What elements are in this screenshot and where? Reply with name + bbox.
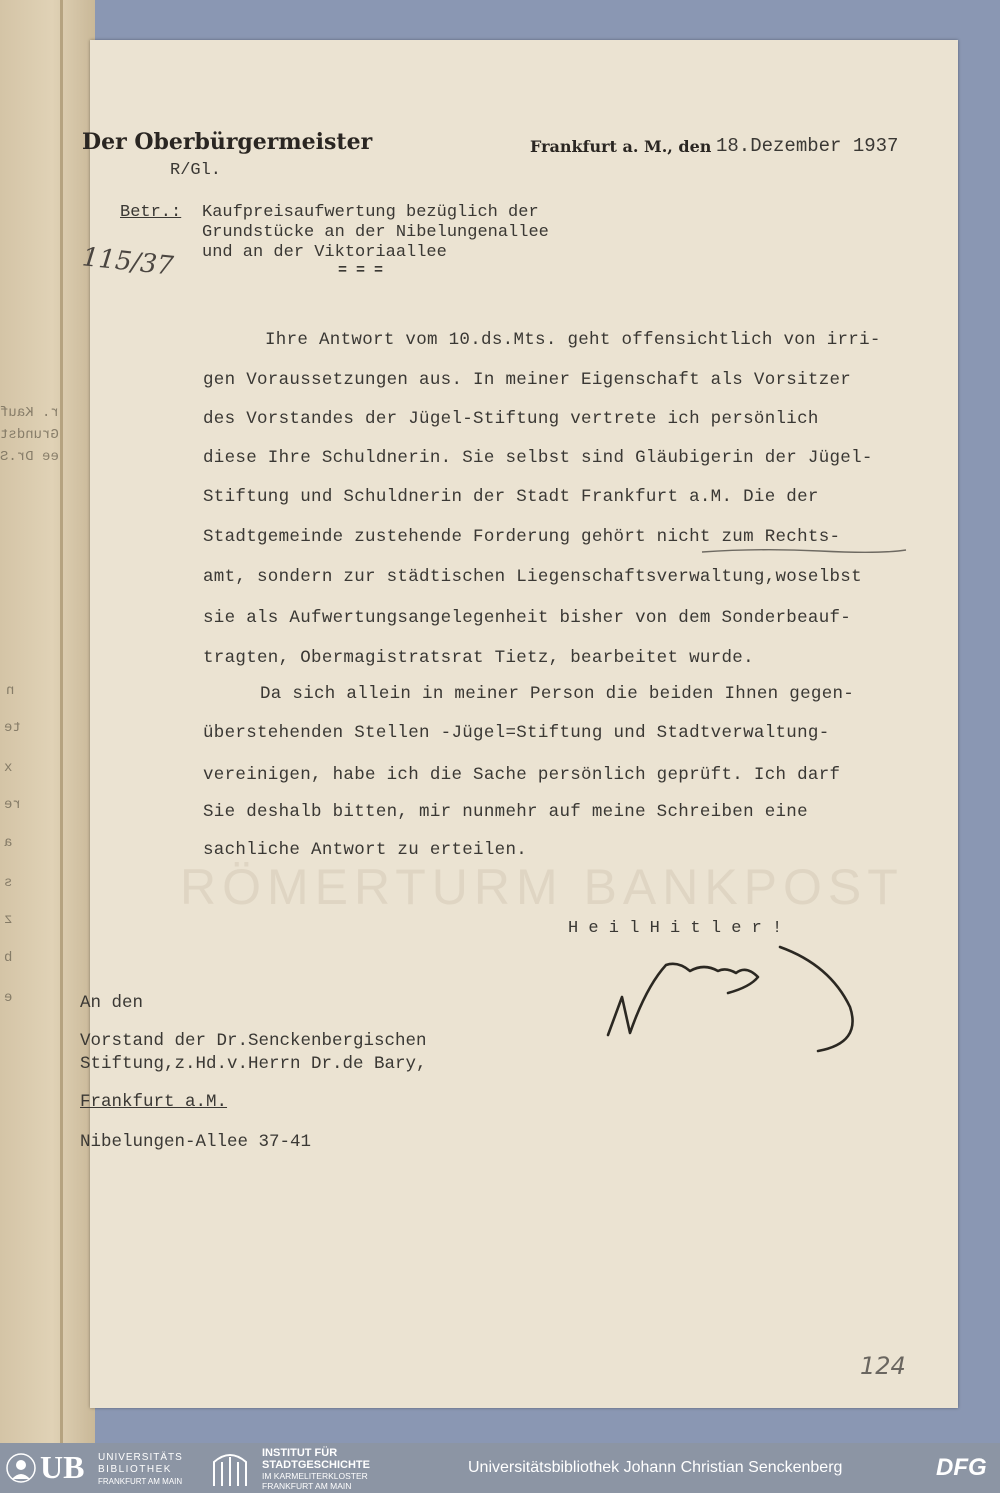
subject-line: Grundstücke an der Nibelungenallee xyxy=(202,223,549,242)
library-name: Universitätsbibliothek Johann Christian Senckenberg xyxy=(468,1459,843,1476)
body-line: Stiftung und Schuldnerin der Stadt Frankfurt a.M. Die der xyxy=(203,487,819,507)
body-line: des Vorstandes der Jügel-Stiftung vertrete ich persönlich xyxy=(203,409,819,429)
isg-name-line: IM KARMELITERKLOSTER xyxy=(262,1471,368,1481)
body-line: Stadtgemeinde zustehende Forderung gehört nicht zum Rechts- xyxy=(203,527,841,547)
body-line: diese Ihre Schuldnerin. Sie selbst sind Gläubigerin der Jügel- xyxy=(203,448,873,468)
closing-salutation: H e i l H i t l e r ! xyxy=(568,919,783,938)
bleed-through-text: n xyxy=(6,683,15,699)
bleed-through-text: s xyxy=(4,875,13,891)
handwritten-page-number: 124 xyxy=(860,1352,906,1380)
address-city: Frankfurt a.M. xyxy=(80,1092,228,1112)
library-seal-icon xyxy=(6,1451,36,1485)
bleed-through-text: x xyxy=(4,760,13,776)
bleed-through-text: ee Dr.S xyxy=(0,449,59,465)
subject-line: und an der Viktoriaallee xyxy=(202,243,447,262)
bleed-through-text: te xyxy=(4,720,21,736)
body-line: sachliche Antwort zu erteilen. xyxy=(203,840,528,860)
ub-name-line: BIBLIOTHEK xyxy=(98,1464,172,1475)
address-intro: An den xyxy=(80,993,144,1013)
subject-line: Kaufpreisaufwertung bezüglich der xyxy=(202,203,539,222)
body-line: tragten, Obermagistratsrat Tietz, bearbeitet wurde. xyxy=(203,648,754,668)
body-line: vereinigen, habe ich die Sache persönlich geprüft. Ich darf xyxy=(203,765,841,785)
bleed-through-text: re xyxy=(4,797,21,813)
ub-abbreviation: UB xyxy=(40,1449,85,1485)
institute-logo-icon xyxy=(212,1448,248,1488)
ub-name-line: UNIVERSITÄTS xyxy=(98,1452,183,1463)
place-date-label: Frankfurt a. M., den xyxy=(530,137,712,156)
bleed-through-text: b xyxy=(4,950,13,966)
body-line: Sie deshalb bitten, mir nunmehr auf meine Schreiben eine xyxy=(203,802,808,822)
sheet-edge xyxy=(60,0,63,1443)
address-street: Nibelungen-Allee 37-41 xyxy=(80,1132,312,1152)
body-line: überstehenden Stellen -Jügel=Stiftung und Stadtverwaltung- xyxy=(203,723,830,743)
body-line: gen Voraussetzungen aus. In meiner Eigenschaft als Vorsitzer xyxy=(203,370,852,390)
ub-name-line: FRANKFURT AM MAIN xyxy=(98,1477,183,1486)
address-line: Stiftung,z.Hd.v.Herrn Dr.de Bary, xyxy=(80,1054,427,1074)
handwritten-signature xyxy=(600,935,870,1055)
body-line: amt, sondern zur städtischen Liegenschaftsverwaltung,woselbst xyxy=(203,567,862,587)
paper-watermark: RÖMERTURM BANKPOST xyxy=(180,859,904,915)
body-line: Ihre Antwort vom 10.ds.Mts. geht offensichtlich von irri- xyxy=(265,330,881,350)
underlying-sheet xyxy=(0,0,95,1443)
pencil-underline xyxy=(700,546,910,556)
letter-date: 18.Dezember 1937 xyxy=(716,135,899,157)
bleed-through-text: Grundst xyxy=(0,427,59,443)
bleed-through-text: r. Kauf xyxy=(0,405,59,421)
isg-name-line: STADTGESCHICHTE xyxy=(262,1459,370,1471)
isg-name-line: FRANKFURT AM MAIN xyxy=(262,1481,352,1491)
subject-rule: = = = xyxy=(338,262,384,279)
letter-page xyxy=(80,40,958,1408)
body-line: sie als Aufwertungsangelegenheit bisher von dem Sonderbeauf- xyxy=(203,608,852,628)
dfg-logo: DFG xyxy=(936,1454,987,1481)
subject-label: Betr.: xyxy=(120,203,182,222)
bleed-through-text: e xyxy=(4,990,13,1006)
footer-bar xyxy=(0,1443,1000,1493)
body-line: Da sich allein in meiner Person die beiden Ihnen gegen- xyxy=(260,684,855,704)
bleed-through-text: a xyxy=(4,835,13,851)
bleed-through-text: z xyxy=(4,912,13,928)
isg-name-line: INSTITUT FÜR xyxy=(262,1447,338,1459)
letterhead: Der Oberbürgermeister xyxy=(82,129,373,155)
address-line: Vorstand der Dr.Senckenbergischen xyxy=(80,1031,427,1051)
handwritten-file-number: 115/37 xyxy=(80,242,175,282)
reference-code: R/Gl. xyxy=(170,161,222,180)
